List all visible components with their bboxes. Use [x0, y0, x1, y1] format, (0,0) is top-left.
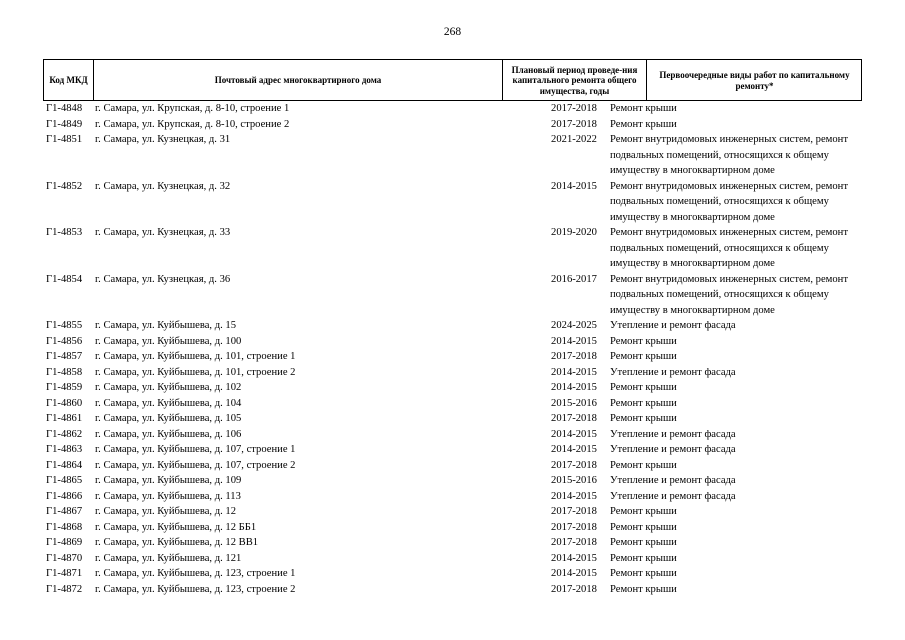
- row-code: Г1-4869: [46, 537, 83, 548]
- row-works: Ремонт крыши: [610, 382, 677, 393]
- page-number: 268: [443, 26, 462, 38]
- row-address: г. Самара, ул. Кузнецкая, д. 32: [95, 180, 231, 192]
- row-period: 2015-2016: [551, 475, 597, 486]
- row-code: Г1-4853: [46, 227, 83, 238]
- table-row: [43, 349, 862, 365]
- table-row: [43, 334, 862, 350]
- row-code: Г1-4855: [46, 320, 83, 331]
- table-row: [43, 504, 862, 520]
- row-period: 2014-2015: [551, 428, 597, 440]
- row-period: 2017-2018: [551, 351, 597, 362]
- row-code: Г1-4856: [46, 335, 83, 347]
- row-works: Утепление и ремонт фасада: [610, 428, 736, 440]
- row-works: Утепление и ремонт фасада: [610, 366, 736, 378]
- row-works: Ремонт крыши: [610, 537, 677, 548]
- row-address: г. Самара, ул. Куйбышева, д. 109: [95, 475, 242, 486]
- row-works: Ремонт внутридомовых инженерных систем, ремонт подвальных помещений, относящихся к общему имуществу в многоквартирном доме: [610, 273, 848, 316]
- row-code: Г1-4867: [46, 506, 83, 517]
- table-row: [43, 272, 862, 319]
- row-works: Утепление и ремонт фасада: [610, 320, 736, 331]
- row-address: г. Самара, ул. Крупская, д. 8-10, строение 2: [95, 118, 290, 130]
- row-code: Г1-4872: [46, 583, 83, 595]
- row-works: Ремонт крыши: [610, 118, 677, 130]
- row-address: г. Самара, ул. Кузнецкая, д. 33: [95, 227, 231, 238]
- row-code: Г1-4860: [46, 397, 83, 409]
- row-works: Ремонт внутридомовых инженерных систем, ремонт подвальных помещений, относящихся к общему имуществу в многоквартирном доме: [610, 134, 848, 176]
- capital-repair-table: [43, 59, 862, 597]
- row-code: Г1-4862: [46, 428, 83, 440]
- row-period: 2017-2018: [551, 583, 597, 595]
- row-address: г. Самара, ул. Куйбышева, д. 113: [95, 490, 241, 502]
- row-works: Ремонт внутридомовых инженерных систем, ремонт подвальных помещений, относящихся к общему имуществу в многоквартирном доме: [610, 180, 848, 223]
- row-address: г. Самара, ул. Куйбышева, д. 104: [95, 397, 242, 409]
- table-row: [43, 427, 862, 443]
- row-address: г. Самара, ул. Куйбышева, д. 121: [95, 552, 242, 564]
- row-period: 2014-2015: [551, 490, 597, 502]
- row-works: Утепление и ремонт фасада: [610, 444, 736, 455]
- table-header: [43, 59, 862, 101]
- table-row: [43, 117, 862, 133]
- table-row: [43, 566, 862, 582]
- row-period: 2014-2015: [551, 382, 597, 393]
- row-code: Г1-4863: [46, 444, 83, 455]
- row-address: г. Самара, ул. Куйбышева, д. 107, строение 2: [95, 459, 296, 471]
- row-period: 2017-2018: [551, 537, 597, 548]
- table-row: [43, 179, 862, 226]
- row-works: Ремонт крыши: [610, 583, 677, 595]
- row-address: г. Самара, ул. Куйбышева, д. 123, строение 2: [95, 583, 296, 595]
- row-address: г. Самара, ул. Куйбышева, д. 15: [95, 320, 237, 331]
- row-period: 2014-2015: [551, 552, 597, 564]
- row-works: Утепление и ремонт фасада: [610, 490, 736, 502]
- row-period: 2017-2018: [551, 118, 597, 130]
- row-period: 2017-2018: [551, 459, 597, 471]
- row-code: Г1-4871: [46, 568, 83, 579]
- table-row: [43, 225, 862, 272]
- row-code: Г1-4866: [46, 490, 83, 502]
- table-row: [43, 442, 862, 458]
- row-works: Ремонт крыши: [610, 552, 677, 564]
- row-period: 2017-2018: [551, 413, 597, 424]
- row-works: Ремонт крыши: [610, 335, 677, 347]
- row-address: г. Самара, ул. Куйбышева, д. 12 ВВ1: [95, 537, 259, 548]
- row-period: 2017-2018: [551, 103, 597, 114]
- table-row: [43, 365, 862, 381]
- row-address: г. Самара, ул. Куйбышева, д. 12: [95, 506, 237, 517]
- row-works: Ремонт крыши: [610, 413, 677, 424]
- row-code: Г1-4854: [46, 273, 83, 285]
- row-address: г. Самара, ул. Куйбышева, д. 101, строение 1: [95, 351, 296, 362]
- row-address: г. Самара, ул. Кузнецкая, д. 31: [95, 134, 231, 145]
- row-period: 2024-2025: [551, 320, 597, 331]
- header-address: Почтовый адрес многоквартирного дома: [94, 60, 503, 101]
- table-row: [43, 473, 862, 489]
- row-address: г. Самара, ул. Куйбышева, д. 107, строение 1: [95, 444, 296, 455]
- row-period: 2017-2018: [551, 506, 597, 517]
- row-works: Ремонт крыши: [610, 506, 677, 517]
- row-period: 2014-2015: [551, 568, 597, 579]
- table-row: [43, 380, 862, 396]
- row-period: 2021-2022: [551, 134, 597, 145]
- row-code: Г1-4864: [46, 459, 83, 471]
- table-row: [43, 458, 862, 474]
- header-works: Первоочередные виды работ по капитальному ремонту*: [659, 70, 850, 91]
- row-period: 2017-2018: [551, 521, 597, 533]
- table-body: [43, 101, 862, 597]
- row-period: 2014-2015: [551, 335, 597, 347]
- row-address: г. Самара, ул. Крупская, д. 8-10, строение 1: [95, 103, 290, 114]
- row-works: Утепление и ремонт фасада: [610, 475, 736, 486]
- row-code: Г1-4849: [46, 118, 83, 130]
- row-code: Г1-4858: [46, 366, 83, 378]
- row-address: г. Самара, ул. Куйбышева, д. 105: [95, 413, 242, 424]
- row-code: Г1-4870: [46, 552, 83, 564]
- row-works: Ремонт крыши: [610, 397, 677, 409]
- row-address: г. Самара, ул. Куйбышева, д. 106: [95, 428, 242, 440]
- row-works: Ремонт крыши: [610, 351, 677, 362]
- header-period: Плановый период проведе-ния капитального ремонта общего имущества, годы: [503, 60, 647, 101]
- row-address: г. Самара, ул. Куйбышева, д. 12 ББ1: [95, 521, 257, 533]
- row-code: Г1-4865: [46, 475, 83, 486]
- row-period: 2014-2015: [551, 444, 597, 455]
- row-address: г. Самара, ул. Куйбышева, д. 123, строение 1: [95, 568, 296, 579]
- row-code: Г1-4868: [46, 521, 83, 533]
- table-row: [43, 582, 862, 598]
- row-works: Ремонт крыши: [610, 521, 677, 533]
- table-row: [43, 411, 862, 427]
- row-works: Ремонт крыши: [610, 568, 677, 579]
- row-code: Г1-4852: [46, 180, 83, 192]
- table-row: [43, 535, 862, 551]
- row-address: г. Самара, ул. Куйбышева, д. 101, строение 2: [95, 366, 296, 378]
- header-code: Код МКД: [44, 60, 94, 101]
- table-row: [43, 489, 862, 505]
- row-works: Ремонт крыши: [610, 459, 677, 471]
- table-row: [43, 551, 862, 567]
- row-code: Г1-4848: [46, 103, 83, 114]
- table-row: [43, 132, 862, 179]
- row-address: г. Самара, ул. Куйбышева, д. 100: [95, 335, 242, 347]
- table-row: [43, 318, 862, 334]
- row-works: Ремонт крыши: [610, 103, 677, 114]
- row-address: г. Самара, ул. Кузнецкая, д. 36: [95, 273, 231, 285]
- table-row: [43, 101, 862, 117]
- row-period: 2015-2016: [551, 397, 597, 409]
- row-code: Г1-4857: [46, 351, 83, 362]
- table-row: [43, 396, 862, 412]
- row-period: 2016-2017: [551, 273, 597, 285]
- table-row: [43, 520, 862, 536]
- row-period: 2019-2020: [551, 227, 597, 238]
- row-works: Ремонт внутридомовых инженерных систем, ремонт подвальных помещений, относящихся к общему имуществу в многоквартирном доме: [610, 227, 848, 269]
- row-code: Г1-4851: [46, 134, 83, 145]
- row-period: 2014-2015: [551, 366, 597, 378]
- row-code: Г1-4859: [46, 382, 83, 393]
- row-period: 2014-2015: [551, 180, 597, 192]
- row-code: Г1-4861: [46, 413, 83, 424]
- row-address: г. Самара, ул. Куйбышева, д. 102: [95, 382, 242, 393]
